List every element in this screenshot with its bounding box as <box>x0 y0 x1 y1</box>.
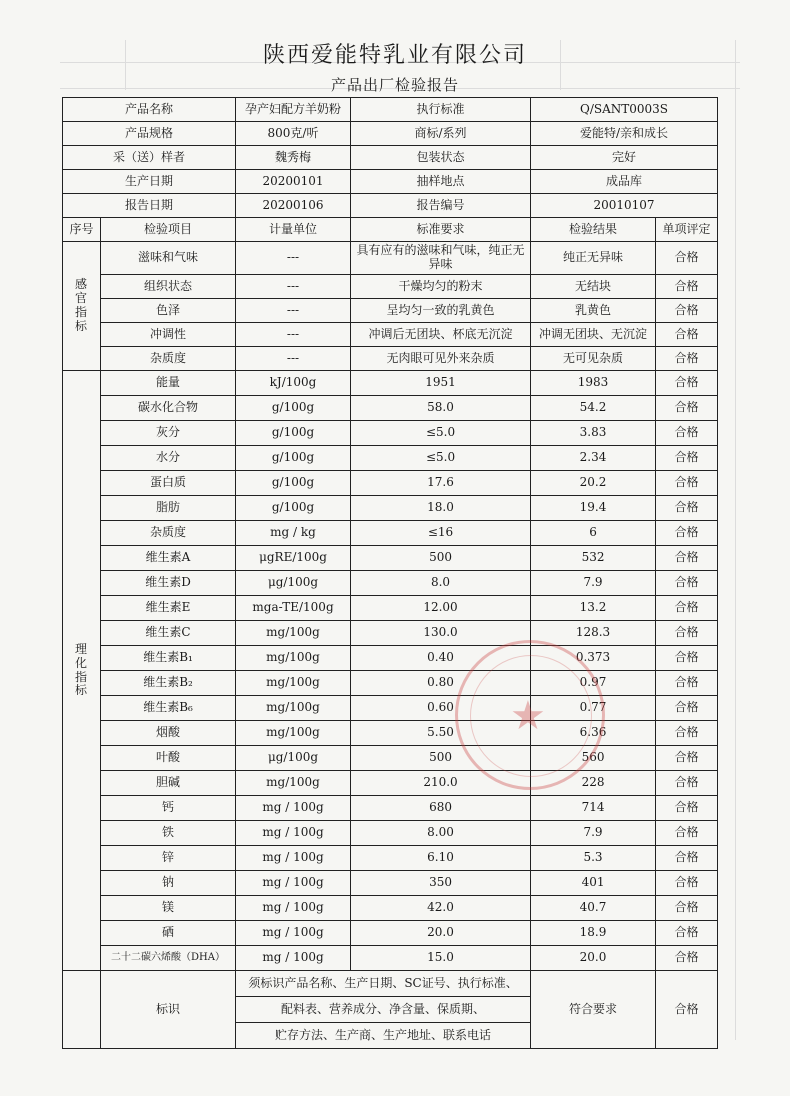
item-cell: 维生素E <box>101 596 236 621</box>
unit-cell: mg / kg <box>236 521 351 546</box>
item-cell: 硒 <box>101 921 236 946</box>
result-cell: 6 <box>531 521 656 546</box>
evaluation-cell: 合格 <box>656 646 718 671</box>
item-cell: 冲调性 <box>101 323 236 347</box>
requirement-cell: 0.80 <box>351 671 531 696</box>
evaluation-cell: 合格 <box>656 275 718 299</box>
table-row <box>63 371 718 396</box>
table-row <box>63 347 718 371</box>
requirement-cell: ≤5.0 <box>351 446 531 471</box>
requirement-cell: 1951 <box>351 371 531 396</box>
group-label-text: 感官指标 <box>74 277 88 333</box>
unit-cell: g/100g <box>236 446 351 471</box>
table-row <box>63 771 718 796</box>
evaluation-cell: 合格 <box>656 242 718 275</box>
unit-cell: mg / 100g <box>236 921 351 946</box>
table-row <box>63 596 718 621</box>
requirement-cell: 18.0 <box>351 496 531 521</box>
evaluation-cell: 合格 <box>656 621 718 646</box>
info-value: Q/SANT0003S <box>531 98 718 122</box>
unit-cell: μg/100g <box>236 746 351 771</box>
table-row <box>63 546 718 571</box>
column-header: 标准要求 <box>351 218 531 242</box>
report-title: 产品出厂检验报告 <box>330 76 459 94</box>
info-value: 800克/听 <box>236 122 351 146</box>
item-cell: 杂质度 <box>101 521 236 546</box>
requirement-cell <box>236 971 531 1049</box>
result-cell: 560 <box>531 746 656 771</box>
table-row <box>63 621 718 646</box>
evaluation-cell: 合格 <box>656 371 718 396</box>
result-cell: 714 <box>531 796 656 821</box>
item-cell: 灰分 <box>101 421 236 446</box>
item-cell: 镁 <box>101 896 236 921</box>
item-cell: 烟酸 <box>101 721 236 746</box>
table-row <box>63 646 718 671</box>
table-row <box>63 421 718 446</box>
result-cell: 228 <box>531 771 656 796</box>
info-label: 产品名称 <box>63 98 236 122</box>
info-value: 成品库 <box>531 170 718 194</box>
result-cell: 无结块 <box>531 275 656 299</box>
item-cell: 维生素B₁ <box>101 646 236 671</box>
unit-cell: μg/100g <box>236 571 351 596</box>
requirement-cell: 冲调后无团块、杯底无沉淀 <box>351 323 531 347</box>
requirement-cell: 0.60 <box>351 696 531 721</box>
unit-cell: mg/100g <box>236 671 351 696</box>
evaluation-cell: 合格 <box>656 347 718 371</box>
item-cell: 胆碱 <box>101 771 236 796</box>
table-row <box>63 396 718 421</box>
table-row <box>63 696 718 721</box>
evaluation-cell: 合格 <box>656 871 718 896</box>
unit-cell: mga-TE/100g <box>236 596 351 621</box>
result-cell: 6.36 <box>531 721 656 746</box>
unit-cell: g/100g <box>236 421 351 446</box>
bleed-line <box>735 40 736 1040</box>
result-cell: 532 <box>531 546 656 571</box>
column-header: 检验结果 <box>531 218 656 242</box>
requirement-cell: 干燥均匀的粉末 <box>351 275 531 299</box>
evaluation-cell: 合格 <box>656 821 718 846</box>
item-cell: 维生素A <box>101 546 236 571</box>
label-row <box>63 971 718 1049</box>
item-cell: 杂质度 <box>101 347 236 371</box>
requirement-cell: 58.0 <box>351 396 531 421</box>
requirement-cell: 8.00 <box>351 821 531 846</box>
requirement-cell: 6.10 <box>351 846 531 871</box>
column-header: 计量单位 <box>236 218 351 242</box>
item-cell: 叶酸 <box>101 746 236 771</box>
unit-cell: mg / 100g <box>236 871 351 896</box>
evaluation-cell: 合格 <box>656 396 718 421</box>
requirement-cell: 具有应有的滋味和气味，纯正无异味 <box>351 242 531 275</box>
table-row <box>63 496 718 521</box>
requirement-cell: 呈均匀一致的乳黄色 <box>351 299 531 323</box>
requirement-cell: 5.50 <box>351 721 531 746</box>
evaluation-cell: 合格 <box>656 971 718 1049</box>
item-cell: 标识 <box>101 971 236 1049</box>
item-cell: 钠 <box>101 871 236 896</box>
table-row <box>63 571 718 596</box>
evaluation-cell: 合格 <box>656 546 718 571</box>
info-value: 完好 <box>531 146 718 170</box>
evaluation-cell: 合格 <box>656 471 718 496</box>
column-header-row <box>63 218 718 242</box>
result-cell: 3.83 <box>531 421 656 446</box>
result-cell: 0.373 <box>531 646 656 671</box>
column-header: 检验项目 <box>101 218 236 242</box>
evaluation-cell: 合格 <box>656 846 718 871</box>
evaluation-cell: 合格 <box>656 323 718 347</box>
evaluation-cell: 合格 <box>656 496 718 521</box>
evaluation-cell: 合格 <box>656 421 718 446</box>
evaluation-cell: 合格 <box>656 946 718 971</box>
result-cell: 19.4 <box>531 496 656 521</box>
unit-cell: mg/100g <box>236 721 351 746</box>
table-row <box>63 821 718 846</box>
requirement-cell: 0.40 <box>351 646 531 671</box>
requirement-cell: 8.0 <box>351 571 531 596</box>
info-row <box>63 146 718 170</box>
table-row <box>63 746 718 771</box>
unit-cell: g/100g <box>236 496 351 521</box>
unit-cell: mg/100g <box>236 771 351 796</box>
info-value: 20010107 <box>531 194 718 218</box>
unit-cell: g/100g <box>236 471 351 496</box>
evaluation-cell: 合格 <box>656 921 718 946</box>
table-row <box>63 671 718 696</box>
result-cell: 0.77 <box>531 696 656 721</box>
result-cell: 20.2 <box>531 471 656 496</box>
item-cell: 维生素C <box>101 621 236 646</box>
table-row <box>63 721 718 746</box>
group-label <box>63 371 101 971</box>
table-row <box>63 446 718 471</box>
evaluation-cell: 合格 <box>656 771 718 796</box>
result-cell: 13.2 <box>531 596 656 621</box>
item-cell: 组织状态 <box>101 275 236 299</box>
evaluation-cell: 合格 <box>656 299 718 323</box>
group-label <box>63 242 101 371</box>
table-row <box>63 896 718 921</box>
info-label: 生产日期 <box>63 170 236 194</box>
result-cell: 7.9 <box>531 571 656 596</box>
info-label: 产品规格 <box>63 122 236 146</box>
unit-cell: mg/100g <box>236 696 351 721</box>
item-cell: 水分 <box>101 446 236 471</box>
unit-cell: --- <box>236 275 351 299</box>
result-cell: 54.2 <box>531 396 656 421</box>
requirement-line: 贮存方法、生产商、生产地址、联系电话 <box>275 1028 492 1042</box>
evaluation-cell: 合格 <box>656 696 718 721</box>
evaluation-cell: 合格 <box>656 896 718 921</box>
info-value: 爱能特/亲和成长 <box>531 122 718 146</box>
item-cell: 维生素D <box>101 571 236 596</box>
info-label: 采（送）样者 <box>63 146 236 170</box>
table-row <box>63 299 718 323</box>
result-cell: 冲调无团块、无沉淀 <box>531 323 656 347</box>
company-seal-stamp <box>455 640 605 790</box>
unit-cell: kJ/100g <box>236 371 351 396</box>
table-row <box>63 275 718 299</box>
requirement-cell: 500 <box>351 546 531 571</box>
result-cell: 5.3 <box>531 846 656 871</box>
evaluation-cell: 合格 <box>656 571 718 596</box>
requirement-cell: 无肉眼可见外来杂质 <box>351 347 531 371</box>
unit-cell: --- <box>236 299 351 323</box>
evaluation-cell: 合格 <box>656 796 718 821</box>
requirement-cell: 210.0 <box>351 771 531 796</box>
table-row <box>63 521 718 546</box>
result-cell: 符合要求 <box>531 971 656 1049</box>
info-value: 孕产妇配方羊奶粉 <box>236 98 351 122</box>
item-cell: 锌 <box>101 846 236 871</box>
result-cell: 1983 <box>531 371 656 396</box>
info-label: 商标/系列 <box>351 122 531 146</box>
info-label: 执行标准 <box>351 98 531 122</box>
requirement-cell: 680 <box>351 796 531 821</box>
requirement-line: 配料表、营养成分、净含量、保质期、 <box>236 997 530 1023</box>
info-value: 魏秀梅 <box>236 146 351 170</box>
unit-cell: mg/100g <box>236 646 351 671</box>
result-cell: 128.3 <box>531 621 656 646</box>
requirement-cell: 500 <box>351 746 531 771</box>
requirement-cell: ≤16 <box>351 521 531 546</box>
requirement-cell: 130.0 <box>351 621 531 646</box>
info-row <box>63 122 718 146</box>
table-row <box>63 796 718 821</box>
table-row <box>63 846 718 871</box>
evaluation-cell: 合格 <box>656 721 718 746</box>
item-cell: 铁 <box>101 821 236 846</box>
info-value: 20200106 <box>236 194 351 218</box>
unit-cell: mg / 100g <box>236 821 351 846</box>
table-row <box>63 946 718 971</box>
requirement-cell: 350 <box>351 871 531 896</box>
company-title: 陕西爱能特乳业有限公司 <box>262 43 527 68</box>
requirement-cell: 15.0 <box>351 946 531 971</box>
unit-cell: mg / 100g <box>236 796 351 821</box>
seal-star-icon: ★ <box>510 693 546 739</box>
info-label: 抽样地点 <box>351 170 531 194</box>
result-cell: 7.9 <box>531 821 656 846</box>
column-header: 单项评定 <box>656 218 718 242</box>
table-row <box>63 323 718 347</box>
result-cell: 2.34 <box>531 446 656 471</box>
evaluation-cell: 合格 <box>656 596 718 621</box>
requirement-cell: 17.6 <box>351 471 531 496</box>
table-row <box>63 871 718 896</box>
item-cell: 钙 <box>101 796 236 821</box>
evaluation-cell: 合格 <box>656 446 718 471</box>
result-cell: 0.97 <box>531 671 656 696</box>
unit-cell: --- <box>236 242 351 275</box>
info-row <box>63 194 718 218</box>
result-cell: 20.0 <box>531 946 656 971</box>
info-label: 报告日期 <box>63 194 236 218</box>
result-cell: 乳黄色 <box>531 299 656 323</box>
result-cell: 401 <box>531 871 656 896</box>
item-cell: 二十二碳六烯酸（DHA） <box>101 946 236 971</box>
item-cell: 维生素B₆ <box>101 696 236 721</box>
requirement-cell: 12.00 <box>351 596 531 621</box>
requirement-cell: 20.0 <box>351 921 531 946</box>
unit-cell: g/100g <box>236 396 351 421</box>
evaluation-cell: 合格 <box>656 521 718 546</box>
item-cell: 碳水化合物 <box>101 396 236 421</box>
result-cell: 40.7 <box>531 896 656 921</box>
info-row <box>63 98 718 122</box>
unit-cell: mg / 100g <box>236 846 351 871</box>
item-cell: 滋味和气味 <box>101 242 236 275</box>
result-cell: 无可见杂质 <box>531 347 656 371</box>
unit-cell: --- <box>236 323 351 347</box>
inspection-table <box>62 97 718 1049</box>
group-label-text: 理化指标 <box>74 641 88 698</box>
unit-cell: mg / 100g <box>236 946 351 971</box>
table-row <box>63 471 718 496</box>
table-row <box>63 242 718 275</box>
item-cell: 蛋白质 <box>101 471 236 496</box>
unit-cell: μgRE/100g <box>236 546 351 571</box>
column-header: 序号 <box>63 218 101 242</box>
table-row <box>63 921 718 946</box>
result-cell: 18.9 <box>531 921 656 946</box>
empty-cell <box>63 971 101 1049</box>
requirement-cell: 42.0 <box>351 896 531 921</box>
info-value: 20200101 <box>236 170 351 194</box>
requirement-line: 须标识产品名称、生产日期、SC证号、执行标准、 <box>236 971 530 997</box>
unit-cell: mg/100g <box>236 621 351 646</box>
item-cell: 色泽 <box>101 299 236 323</box>
evaluation-cell: 合格 <box>656 671 718 696</box>
info-label: 报告编号 <box>351 194 531 218</box>
result-cell: 纯正无异味 <box>531 242 656 275</box>
item-cell: 脂肪 <box>101 496 236 521</box>
item-cell: 能量 <box>101 371 236 396</box>
info-row <box>63 170 718 194</box>
unit-cell: --- <box>236 347 351 371</box>
item-cell: 维生素B₂ <box>101 671 236 696</box>
requirement-cell: ≤5.0 <box>351 421 531 446</box>
evaluation-cell: 合格 <box>656 746 718 771</box>
info-label: 包装状态 <box>351 146 531 170</box>
unit-cell: mg / 100g <box>236 896 351 921</box>
